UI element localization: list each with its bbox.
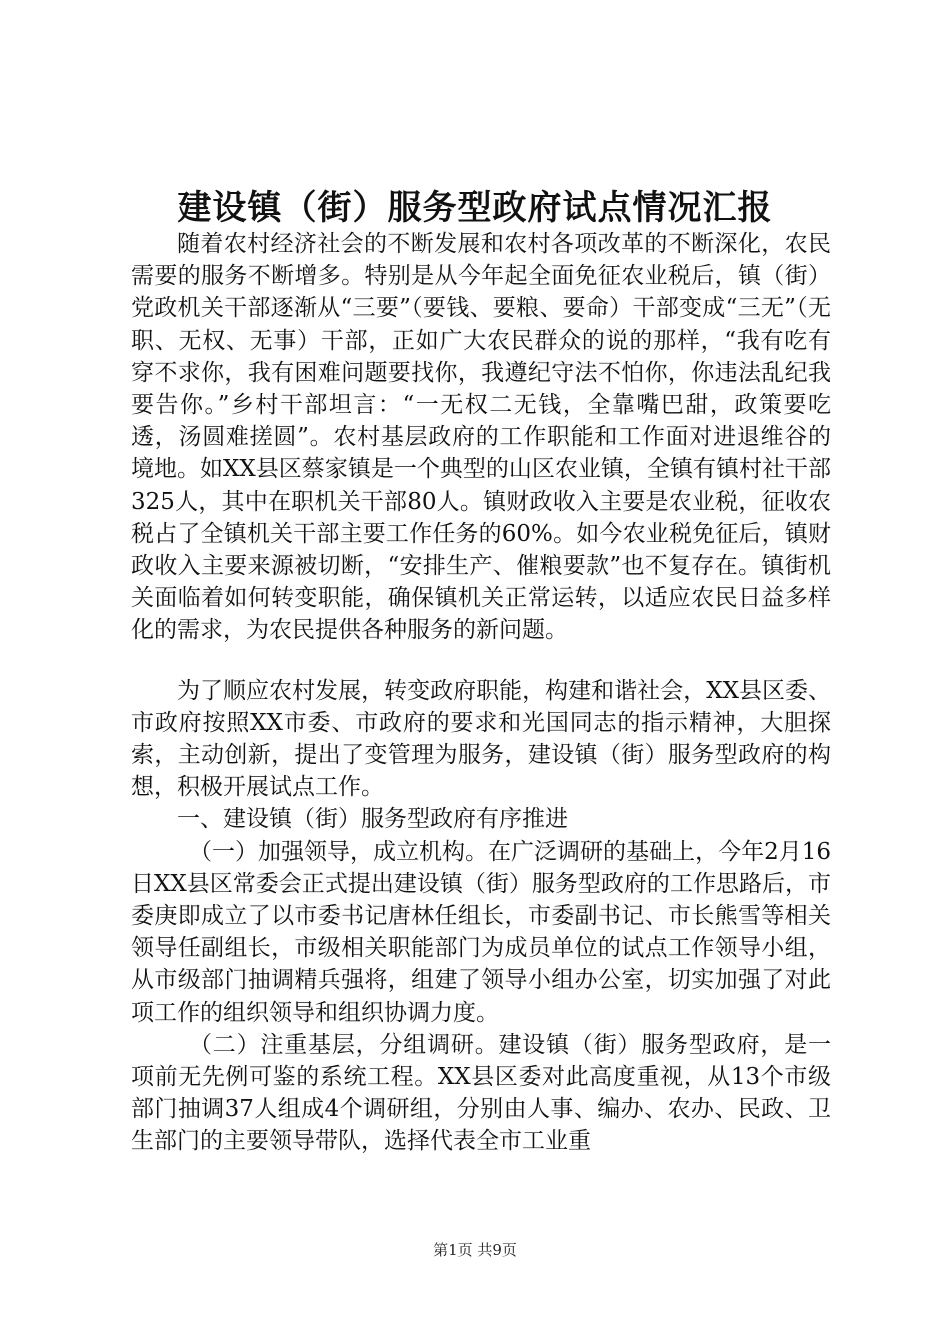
section-heading-1: 一、建设镇（街）服务型政府有序推进 (177, 806, 568, 833)
page-number-footer: 第1页 共9页 (433, 1241, 517, 1259)
document-body (131, 228, 831, 1158)
paragraph-background: 为了顺应农村发展，转变政府职能，构建和谐社会，XX县区委、市政府按照XX市委、市政府的要求和光国同志的指示精神，大胆探索，主动创新，提出了变管理为服务，建设镇（街）服务型政府的构想，积极开展试点工作。 (131, 677, 831, 801)
paragraph-spacer (131, 647, 831, 675)
paragraph-item-1: （一）加强领导，成立机构。在广泛调研的基础上，今年2月16日XX县区常委会正式提出建设镇（街）服务型政府的工作思路后，市委庚即成立了以市委书记唐林任组长，市委副书记、市长熊雪等相关领导任副组长，市级相关职能部门为成员单位的试点工作领导小组，从市级部门抽调精兵强将，组建了领导小组办公室，切实加强了对此项工作的组织领导和组织协调力度。 (131, 838, 831, 1026)
document-title: 建设镇（街）服务型政府试点情况汇报 (177, 188, 773, 228)
paragraph-item-2: （二）注重基层，分组调研。建设镇（街）服务型政府，是一项前无先例可鉴的系统工程。XX县区委对此高度重视，从13个市级部门抽调37人组成4个调研组，分别由人事、编办、农办、民政、卫生部门的主要领导带队，选择代表全市工业重 (131, 1031, 831, 1155)
paragraph-intro: 随着农村经济社会的不断发展和农村各项改革的不断深化，农民需要的服务不断增多。特别是从今年起全面免征农业税后，镇（街）党政机关干部逐渐从“三要”（要钱、要粮、要命）干部变成“三无”（无职、无权、无事）干部，正如广大农民群众的说的那样，“我有吃有穿不求你，我有困难问题要找你，我遵纪守法不怕你，你违法乱纪我要告你。”乡村干部坦言：“一无权二无钱，全靠嘴巴甜，政策要吃透，汤圆难搓圆”。农村基层政府的工作职能和工作面对进退维谷的境地。如XX县区蔡家镇是一个典型的山区农业镇，全镇有镇村社干部325人，其中在职机关干部80人。镇财政收入主要是农业税，征收农税占了全镇机关干部主要工作任务的60%。如今农业税免征后，镇财政收入主要来源被切断，“安排生产、催粮要款”也不复存在。镇街机关面临着如何转变职能，确保镇机关正常运转，以适应农民日益多样化的需求，为农民提供各种服务的新问题。 (131, 231, 831, 644)
